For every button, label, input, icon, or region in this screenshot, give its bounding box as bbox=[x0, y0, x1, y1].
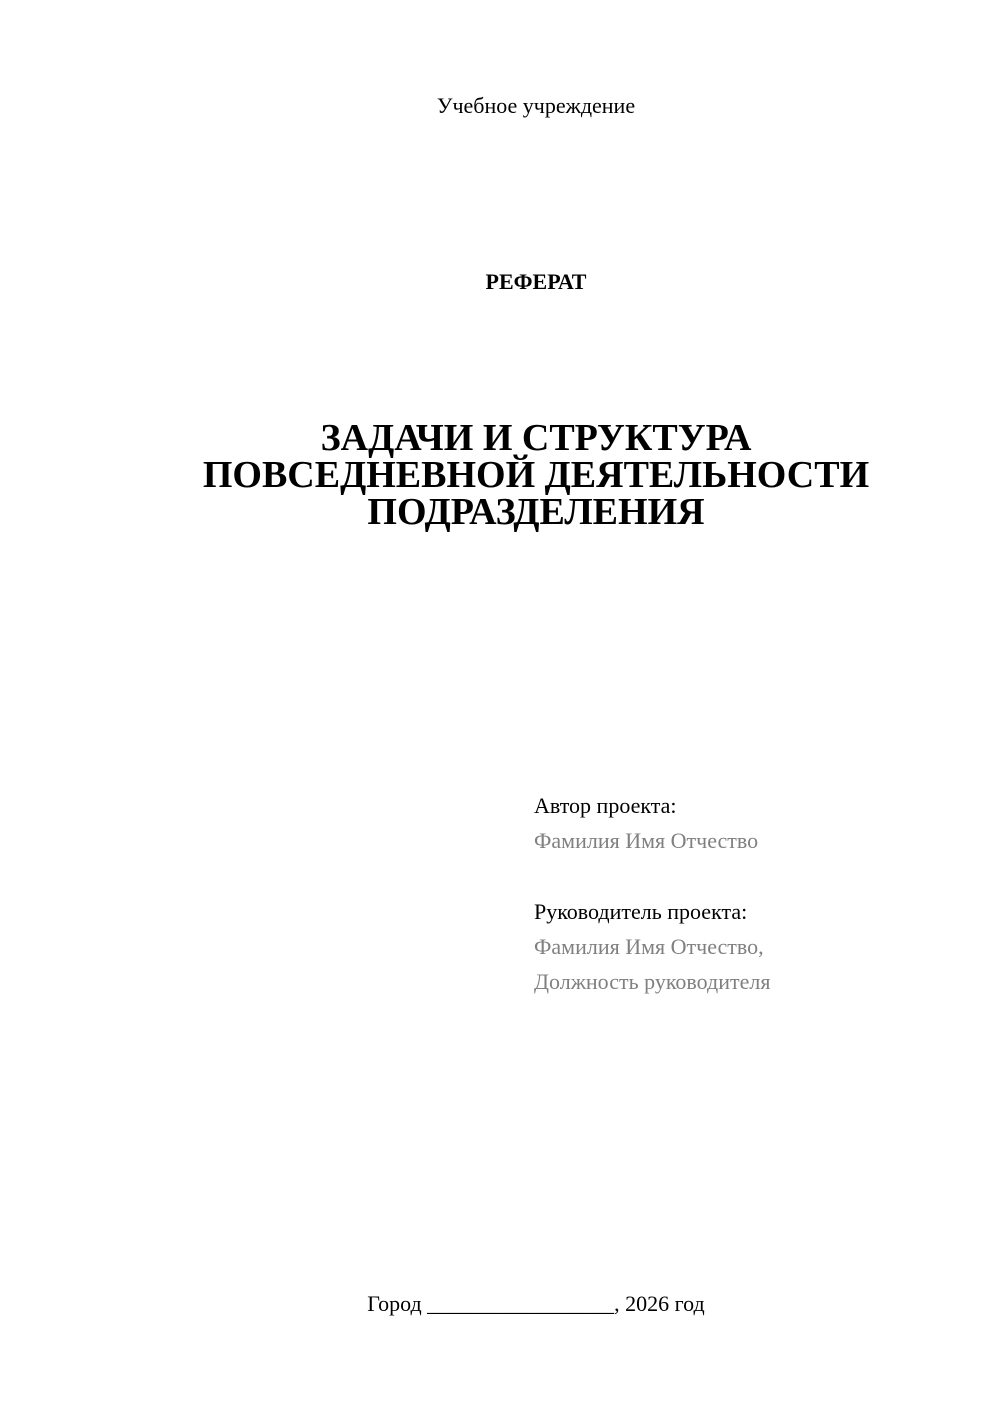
title-line-2: ПОВСЕДНЕВНОЙ ДЕЯТЕЛЬНОСТИ bbox=[202, 454, 870, 496]
author-label: Автор проекта: bbox=[534, 793, 677, 818]
city-year-line: Город _________________, 2026 год bbox=[367, 1291, 705, 1316]
supervisor-label: Руководитель проекта: bbox=[534, 899, 748, 924]
institution-name: Учебное учреждение bbox=[436, 93, 636, 118]
title-line-3: ПОДРАЗДЕЛЕНИЯ bbox=[367, 491, 705, 533]
document-title bbox=[0, 417, 1000, 533]
document-type: РЕФЕРАТ bbox=[485, 269, 587, 294]
author-name: Фамилия Имя Отчество bbox=[534, 828, 759, 853]
supervisor-position: Должность руководителя bbox=[534, 969, 771, 994]
title-line-1: ЗАДАЧИ И СТРУКТУРА bbox=[320, 417, 752, 459]
supervisor-name: Фамилия Имя Отчество, bbox=[534, 934, 764, 959]
credits-spacer bbox=[534, 858, 770, 894]
credits-block bbox=[534, 788, 770, 999]
